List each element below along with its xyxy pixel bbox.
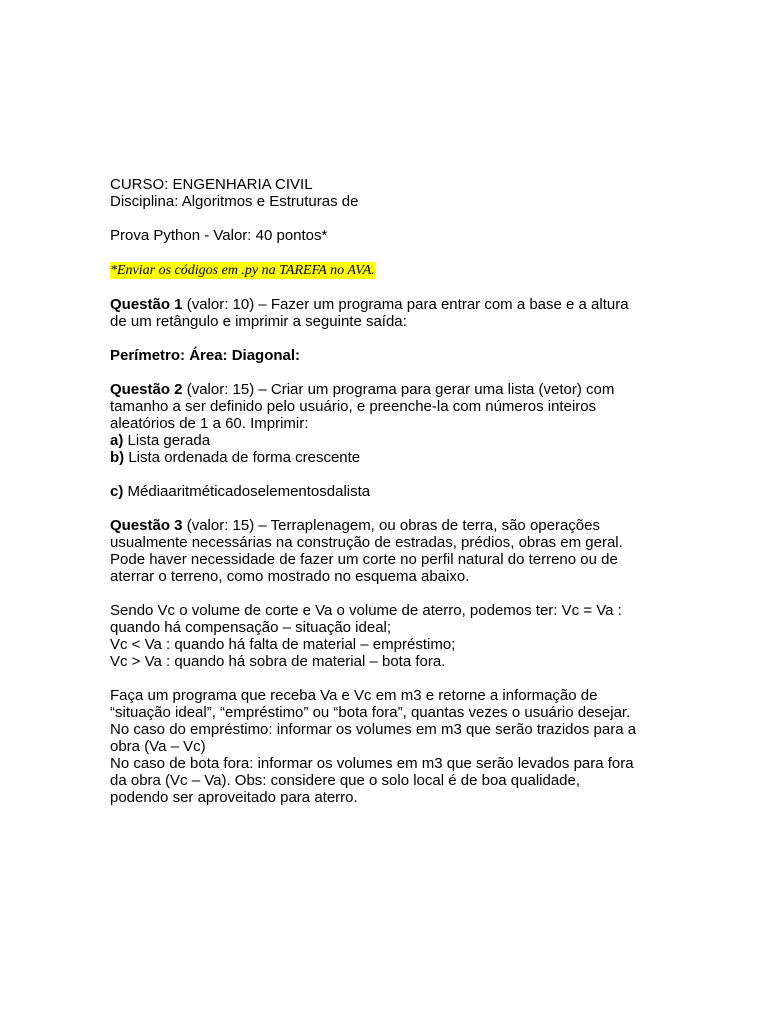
q2-label: Questão 2 — [110, 381, 183, 398]
q2-item-a-text: Lista gerada — [123, 432, 211, 449]
q1-line-2: de um retângulo e imprimir a seguinte saída: — [110, 313, 407, 330]
q3-para2-line-3: Vc < Va : quando há falta de material – empréstimo; — [110, 636, 456, 653]
q3-para3-line-6: da obra (Vc – Va). Obs: considere que o solo local é de boa qualidade, — [110, 772, 581, 789]
q3-para3-line-1: Faça um programa que receba Va e Vc em m3 e retorne a informação de — [110, 687, 598, 704]
q3-para2-line-2: quando há compensação – situação ideal; — [110, 619, 392, 636]
q1-line-1 — [110, 296, 670, 313]
q2-line-3: aleatórios de 1 a 60. Imprimir: — [110, 415, 309, 432]
submission-note-text: *Enviar os códigos em .py na TAREFA no AVA. — [110, 263, 375, 278]
q3-para3-line-2: “situação ideal”, “empréstimo” ou “bota fora”, quantas vezes o usuário desejar. — [110, 704, 631, 721]
q3-para2-line-1: Sendo Vc o volume de corte e Va o volume de aterro, podemos ter: Vc = Va : — [110, 602, 622, 619]
q3-line-4: aterrar o terreno, como mostrado no esquema abaixo. — [110, 568, 470, 585]
q2-item-b-label: b) — [110, 449, 125, 466]
q3-para3-line-5: No caso de bota fora: informar os volumes em m3 que serão levados para fora — [110, 755, 634, 772]
q2-line-2: tamanho a ser definido pelo usuário, e preenche-la com números inteiros — [110, 398, 597, 415]
q2-line-1 — [110, 381, 670, 398]
q3-para3-line-7: podendo ser aproveitado para aterro. — [110, 789, 358, 806]
q2-text-1: (valor: 15) – Criar um programa para gerar uma lista (vetor) com — [182, 381, 615, 398]
q2-item-a — [110, 432, 670, 449]
q1-output-text: Perímetro: Área: Diagonal: — [110, 347, 301, 364]
q2-item-c-text: Médiaaritméticadoselementosdalista — [123, 483, 371, 500]
q3-para3-line-4: obra (Va – Vc) — [110, 738, 206, 755]
q2-item-a-label: a) — [110, 432, 124, 449]
q2-item-b-text: Lista ordenada de forma crescente — [124, 449, 361, 466]
q3-line-2: usualmente necessárias na construção de estradas, prédios, obras em geral. — [110, 534, 623, 551]
q3-line-3: Pode haver necessidade de fazer um corte no perfil natural do terreno ou de — [110, 551, 618, 568]
exam-line: Prova Python - Valor: 40 pontos* — [110, 227, 328, 244]
document-page — [110, 176, 670, 806]
q3-text-1: (valor: 15) – Terraplenagem, ou obras de terra, são operações — [182, 517, 600, 534]
submission-note — [110, 261, 670, 279]
discipline-line: Disciplina: Algoritmos e Estruturas de — [110, 193, 359, 210]
q3-para3-line-3: No caso do empréstimo: informar os volumes em m3 que serão trazidos para a — [110, 721, 637, 738]
q2-item-c-label: c) — [110, 483, 124, 500]
q1-output — [110, 347, 670, 364]
q2-item-c — [110, 483, 670, 500]
course-line: CURSO: ENGENHARIA CIVIL — [110, 176, 313, 193]
q3-para2-line-4: Vc > Va : quando há sobra de material – bota fora. — [110, 653, 446, 670]
q3-line-1 — [110, 517, 670, 534]
q3-label: Questão 3 — [110, 517, 183, 534]
q1-text-1: (valor: 10) – Fazer um programa para entrar com a base e a altura — [182, 296, 629, 313]
q2-item-b — [110, 449, 670, 466]
q1-label: Questão 1 — [110, 296, 183, 313]
